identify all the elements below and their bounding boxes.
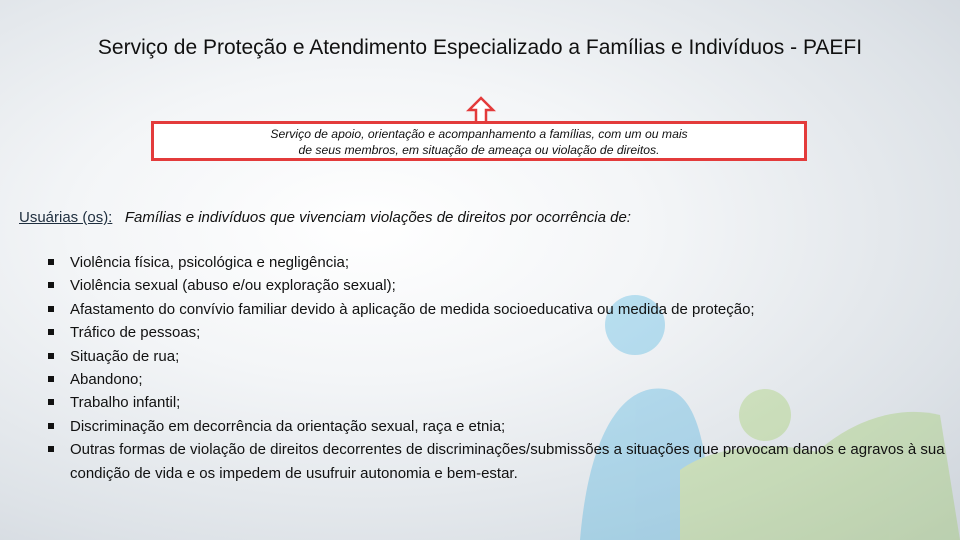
page-title: Serviço de Proteção e Atendimento Especializado a Famílias e Indivíduos - PAEFI [97, 36, 863, 59]
users-description: Famílias e indivíduos que vivenciam violações de direitos por ocorrência de: [124, 209, 631, 226]
callout-line-2: de seus membros, em situação de ameaça ou violação de direitos. [298, 143, 660, 157]
users-section [19, 209, 631, 226]
square-bullet-icon [48, 446, 54, 452]
square-bullet-icon [48, 259, 54, 265]
list-item: Situação de rua; [48, 345, 948, 368]
definition-callout [151, 121, 807, 161]
callout-line-1: Serviço de apoio, orientação e acompanhamento a famílias, com um ou mais [270, 127, 688, 141]
square-bullet-icon [48, 399, 54, 405]
list-item: Abandono; [48, 368, 948, 391]
square-bullet-icon [48, 329, 54, 335]
list-item: Violência física, psicológica e negligência; [48, 251, 948, 274]
list-item: Afastamento do convívio familiar devido à aplicação de medida socioeducativa ou medida de proteção; [48, 298, 948, 321]
list-item: Violência sexual (abuso e/ou exploração sexual); [48, 274, 948, 297]
square-bullet-icon [48, 306, 54, 312]
square-bullet-icon [48, 282, 54, 288]
list-item: Tráfico de pessoas; [48, 321, 948, 344]
list-item: Outras formas de violação de direitos decorrentes de discriminações/submissões a situações que provocam danos e agravos à sua condição de vida e os impedem de usufruir autonomia e bem-estar. [48, 438, 948, 485]
violations-list [48, 251, 948, 485]
square-bullet-icon [48, 423, 54, 429]
square-bullet-icon [48, 376, 54, 382]
list-item: Discriminação em decorrência da orientação sexual, raça e etnia; [48, 415, 948, 438]
users-label: Usuárias (os): [19, 209, 113, 226]
list-item: Trabalho infantil; [48, 391, 948, 414]
square-bullet-icon [48, 353, 54, 359]
